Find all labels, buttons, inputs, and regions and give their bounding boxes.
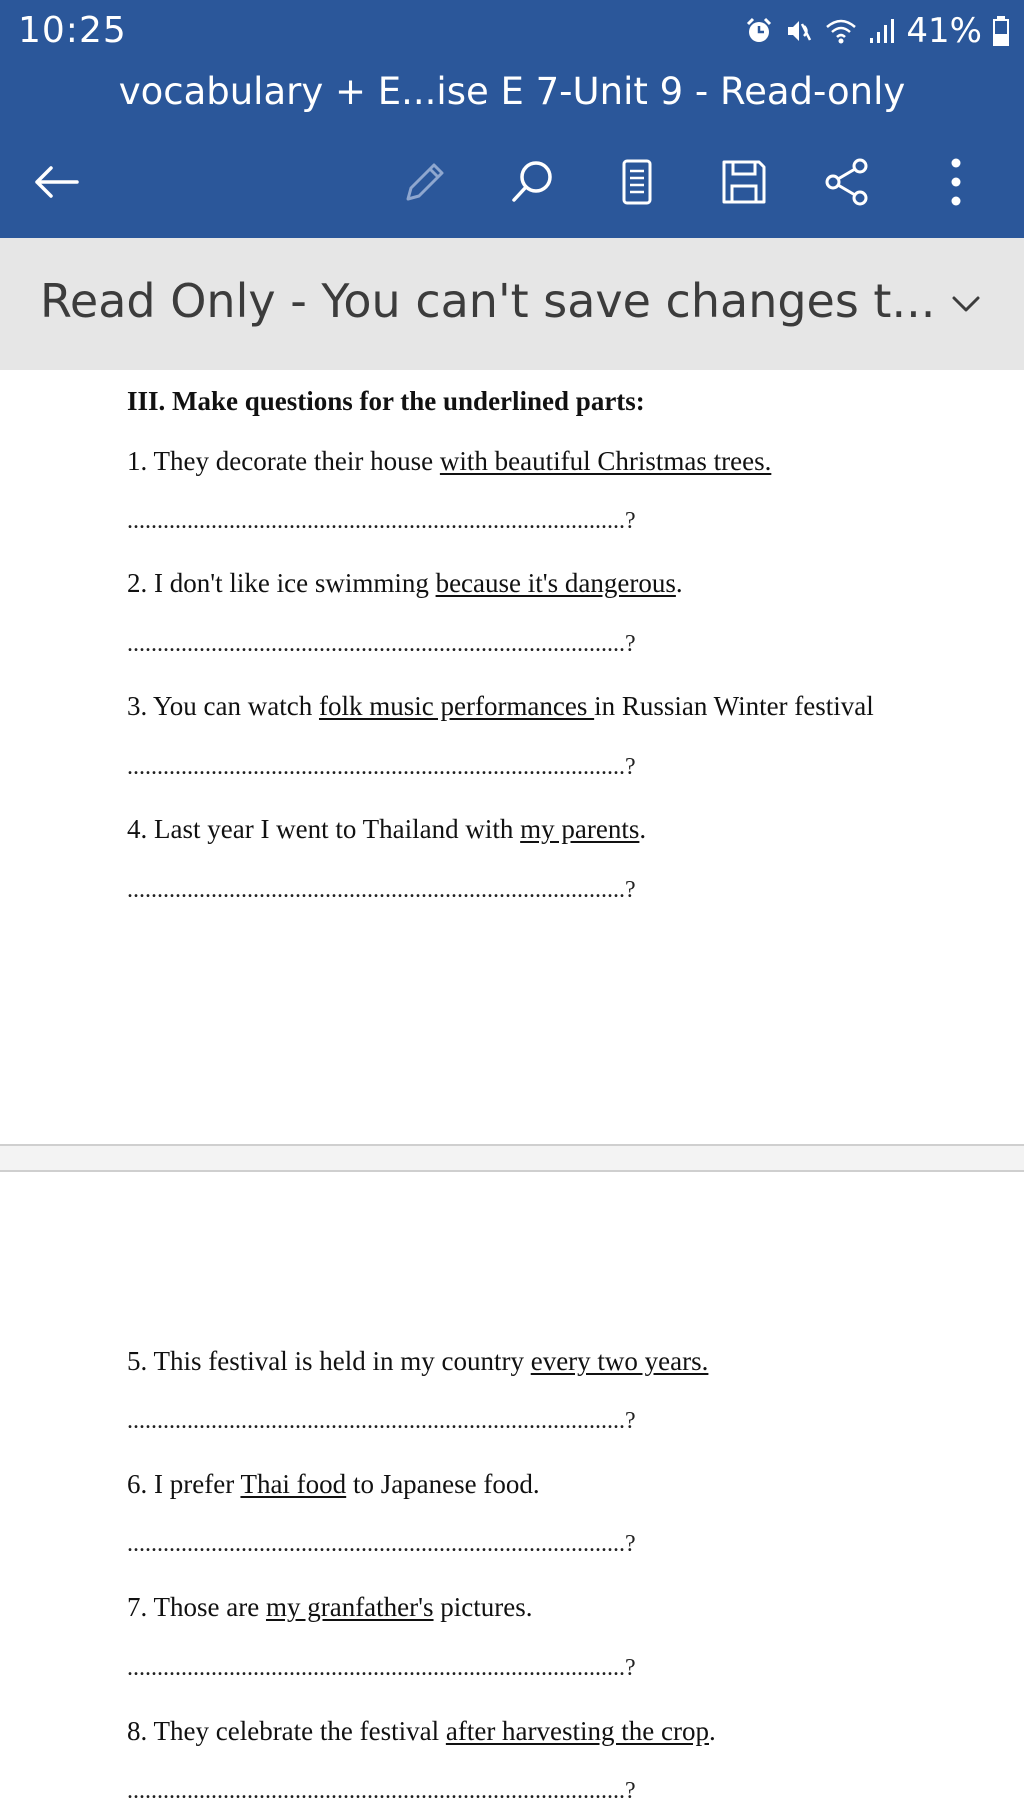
search-icon (507, 157, 557, 207)
toolbar (0, 128, 1024, 238)
question-7: 7. Those are my granfather's pictures. (127, 1592, 533, 1622)
question-4: 4. Last year I went to Thailand with my parents. (127, 814, 647, 844)
question-1: 1. They decorate their house with beautiful Christmas trees. (127, 446, 772, 476)
reading-view-button[interactable] (605, 150, 669, 214)
banner-text: Read Only - You can't save changes t... (40, 274, 936, 328)
answer-line-4[interactable]: ...................................................................................? (127, 877, 636, 903)
wifi-icon (824, 16, 858, 46)
status-time: 10:25 (18, 10, 127, 51)
answer-line-5[interactable]: ...................................................................................? (127, 1408, 636, 1434)
read-only-banner[interactable] (0, 238, 1024, 370)
question-3: 3. You can watch folk music performances in Russian Winter festival (127, 691, 874, 721)
status-icons (744, 10, 1010, 52)
alarm-icon (744, 16, 774, 46)
signal-icon (868, 16, 896, 46)
save-icon (719, 157, 769, 207)
share-button[interactable] (816, 150, 880, 214)
question-8: 8. They celebrate the festival after harvesting the crop. (127, 1716, 716, 1746)
document-page-1 (0, 370, 1024, 1144)
more-options-icon (946, 157, 966, 207)
reading-view-icon (617, 157, 657, 207)
answer-line-3[interactable]: ...................................................................................? (127, 754, 636, 780)
document-title: vocabulary + E...ise E 7-Unit 9 - Read-only (118, 70, 906, 113)
save-button[interactable] (712, 150, 776, 214)
exercise-heading: III. Make questions for the underlined parts: (127, 386, 645, 416)
search-button[interactable] (500, 150, 564, 214)
question-6: 6. I prefer Thai food to Japanese food. (127, 1469, 540, 1499)
back-arrow-icon (31, 162, 81, 202)
mute-icon (784, 16, 814, 46)
battery-percent: 41% (906, 11, 982, 51)
status-bar (0, 0, 1024, 62)
back-button[interactable] (24, 150, 88, 214)
more-options-button[interactable] (924, 150, 988, 214)
chevron-down-icon[interactable] (946, 284, 986, 324)
answer-line-8[interactable]: ...................................................................................? (127, 1778, 636, 1804)
answer-line-2[interactable]: ...................................................................................? (127, 631, 636, 657)
answer-line-7[interactable]: ...................................................................................? (127, 1655, 636, 1681)
answer-line-1[interactable]: ...................................................................................? (127, 508, 636, 534)
edit-pencil-icon (400, 157, 450, 207)
edit-button[interactable] (393, 150, 457, 214)
battery-icon (992, 15, 1010, 47)
document-page-2 (0, 1172, 1024, 1820)
answer-line-6[interactable]: ...................................................................................? (127, 1531, 636, 1557)
question-5: 5. This festival is held in my country every two years. (127, 1346, 709, 1376)
question-2: 2. I don't like ice swimming because it's dangerous. (127, 568, 683, 598)
title-bar (0, 62, 1024, 128)
page-break (0, 1144, 1024, 1172)
share-icon (823, 157, 873, 207)
